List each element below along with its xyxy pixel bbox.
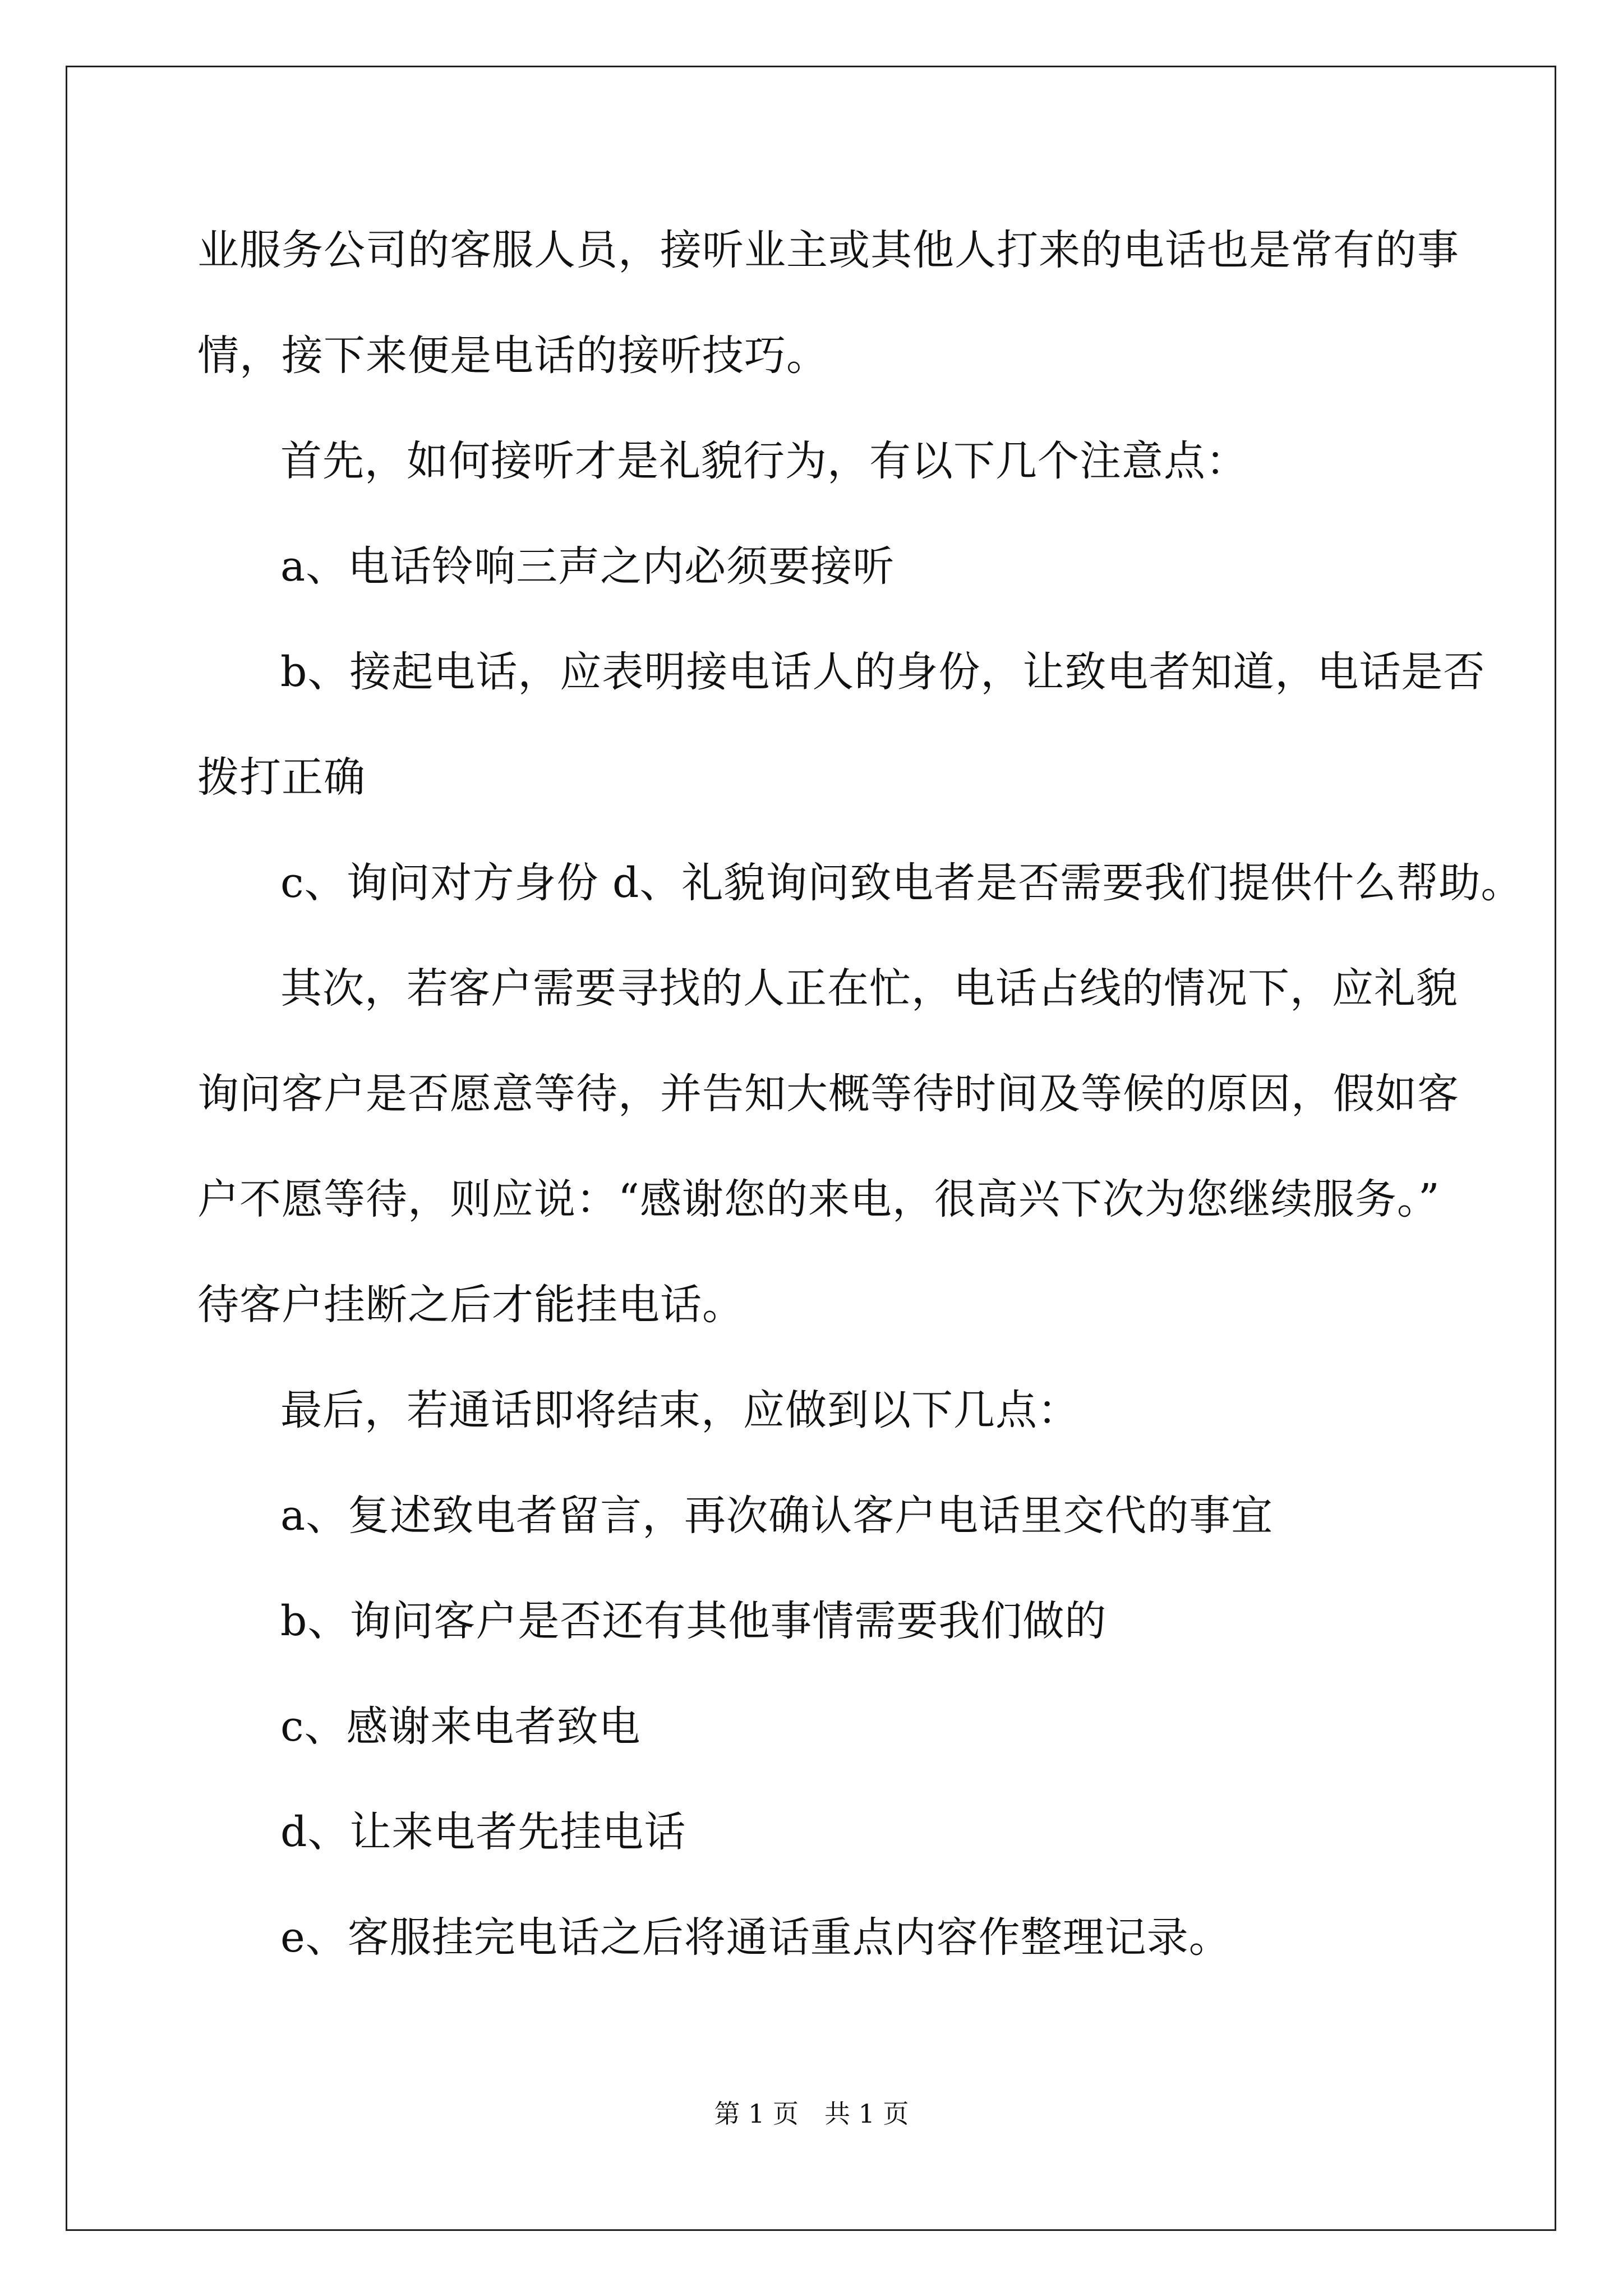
list-item: d、让来电者先挂电话	[280, 1808, 686, 1856]
list-item: a、电话铃响三声之内必须要接听	[280, 542, 895, 591]
body-text-line: 拨打正确	[197, 753, 366, 802]
page-number-footer: 第 1 页 共 1 页	[714, 2099, 909, 2129]
list-item: c、询问对方身份 d、礼貌询问致电者是否需要我们提供什么帮助。	[280, 859, 1523, 907]
list-item: a、复述致电者留言，再次确认客户电话里交代的事宜	[280, 1492, 1274, 1540]
body-text-line: 情，接下来便是电话的接听技巧。	[197, 332, 828, 380]
paragraph-first-line: 首先，如何接听才是礼貌行为，有以下几个注意点：	[280, 437, 1248, 485]
page-border	[66, 66, 1556, 2231]
body-text-line: 询问客户是否愿意等待，并告知大概等待时间及等候的原因，假如客	[197, 1070, 1459, 1118]
paragraph-first-line: 最后，若通话即将结束，应做到以下几点：	[280, 1386, 1080, 1434]
body-text-line: 业服务公司的客服人员，接听业主或其他人打来的电话也是常有的事	[197, 226, 1459, 274]
list-item: c、感谢来电者致电	[280, 1703, 641, 1751]
list-item: b、接起电话，应表明接电话人的身份，让致电者知道，电话是否	[280, 648, 1486, 696]
body-text-line: 户不愿等待，则应说：“感谢您的来电，很高兴下次为您继续服务。”	[197, 1175, 1440, 1223]
list-item: b、询问客户是否还有其他事情需要我们做的	[280, 1597, 1107, 1645]
body-text-line: 待客户挂断之后才能挂电话。	[197, 1281, 744, 1329]
list-item: e、客服挂完电话之后将通话重点内容作整理记录。	[280, 1913, 1231, 1962]
paragraph-first-line: 其次，若客户需要寻找的人正在忙，电话占线的情况下，应礼貌	[280, 964, 1458, 1013]
